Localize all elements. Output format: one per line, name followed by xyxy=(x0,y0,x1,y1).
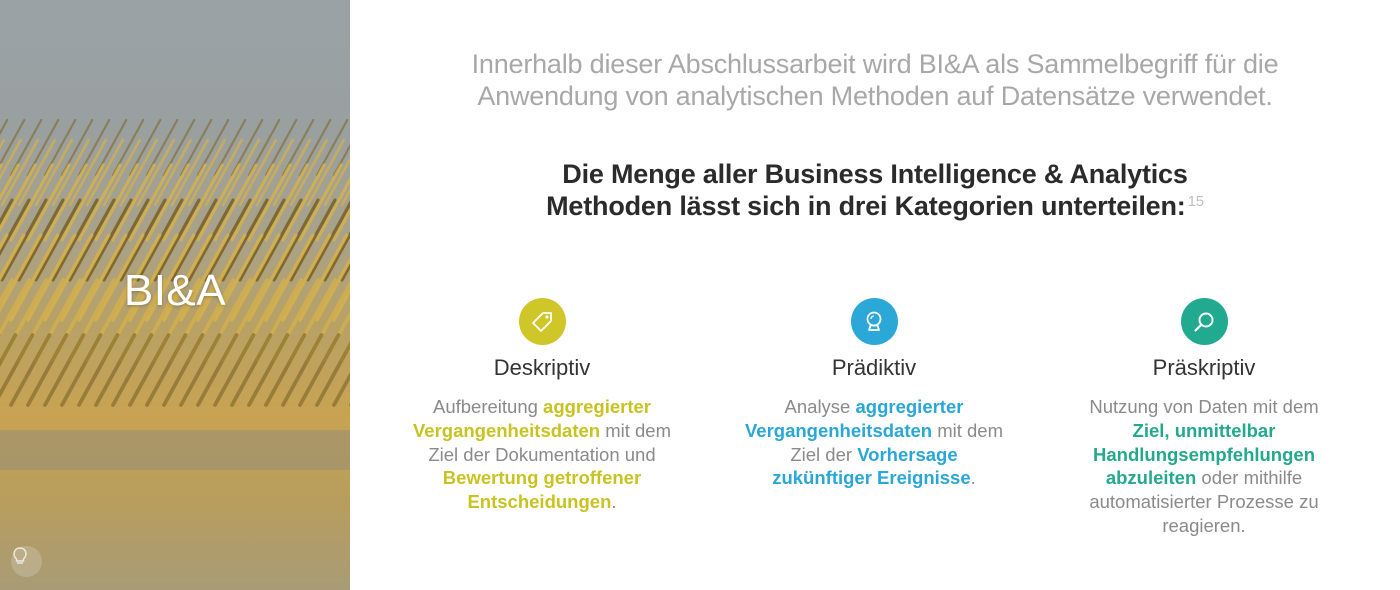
pin-line xyxy=(130,335,169,405)
description-text: mit dem Ziel der Dokumentation und xyxy=(428,419,672,465)
category-description xyxy=(412,395,672,514)
description-text: Nutzung von Daten mit dem xyxy=(1089,396,1319,417)
pin-line xyxy=(181,335,220,405)
pin-line xyxy=(96,335,135,405)
pin-line xyxy=(232,335,271,405)
description-text: . xyxy=(611,491,617,513)
pin-line xyxy=(283,335,322,405)
headline-line-1: Die Menge aller Business Intelligence & Analytics xyxy=(562,159,1188,189)
highlighted-text: aggregierter Vergangenheitsdaten xyxy=(412,396,652,441)
category-title: Deskriptiv xyxy=(493,355,591,380)
pin-line xyxy=(198,335,237,405)
category-praeskriptiv xyxy=(1074,298,1334,538)
category-icon-badge xyxy=(851,298,898,345)
pin-line xyxy=(28,335,67,405)
description-text: . xyxy=(970,467,976,489)
highlighted-text: Ziel, unmittelbar Handlungsempfehlungen abzuleiten xyxy=(1093,419,1315,489)
board-band xyxy=(0,430,350,470)
description-text: Aufbereitung xyxy=(432,396,544,417)
tag-icon xyxy=(529,309,555,335)
magnifier-icon xyxy=(1191,309,1217,335)
panel-title: BI&A xyxy=(123,266,227,315)
pin-line xyxy=(147,335,186,405)
pin-line xyxy=(249,335,288,405)
category-praediktiv xyxy=(744,298,1004,490)
category-icon-badge xyxy=(519,298,566,345)
pin-line xyxy=(79,335,118,405)
description-text: oder mithilfe automatisierter Prozesse zu reagieren. xyxy=(1089,467,1319,536)
description-text: mit dem Ziel der xyxy=(790,419,1004,465)
category-title: Präskriptiv xyxy=(1152,355,1256,380)
pin-line xyxy=(164,335,203,405)
headline-line-2-text: Methoden lässt sich in drei Kategorien unterteilen: xyxy=(546,191,1186,221)
pin-line xyxy=(215,335,254,405)
description-text: Analyse xyxy=(784,396,856,417)
pin-line xyxy=(62,335,101,405)
intro-text: Innerhalb dieser Abschlussarbeit wird BI&A als Sammelbegriff für die Anwendung von analytischen Methoden auf Datensätze verwendet. xyxy=(471,49,1279,111)
hero-image-panel xyxy=(0,0,350,590)
pin-line xyxy=(266,335,305,405)
pin-line xyxy=(113,335,152,405)
category-icon-badge xyxy=(1181,298,1228,345)
pin-line xyxy=(300,335,339,405)
highlighted-text: Bewertung getroffener Entscheidungen xyxy=(442,467,642,513)
lightbulb-icon xyxy=(11,546,29,566)
pin-line xyxy=(11,335,50,405)
pin-line xyxy=(45,335,84,405)
highlighted-text: Vorhersage zukünftiger Ereignisse xyxy=(772,443,971,489)
category-description xyxy=(744,395,1004,490)
highlighted-text: aggregierter Vergangenheitsdaten xyxy=(744,396,964,441)
footnote-marker: 15 xyxy=(1187,193,1204,210)
category-title: Prädiktiv xyxy=(831,355,917,380)
category-description xyxy=(1074,395,1334,538)
headline xyxy=(420,158,1330,222)
category-deskriptiv xyxy=(412,298,672,514)
headline-line-2 xyxy=(420,190,1330,222)
lightbulb-button[interactable] xyxy=(11,546,42,577)
crystal-ball-icon xyxy=(861,309,887,335)
